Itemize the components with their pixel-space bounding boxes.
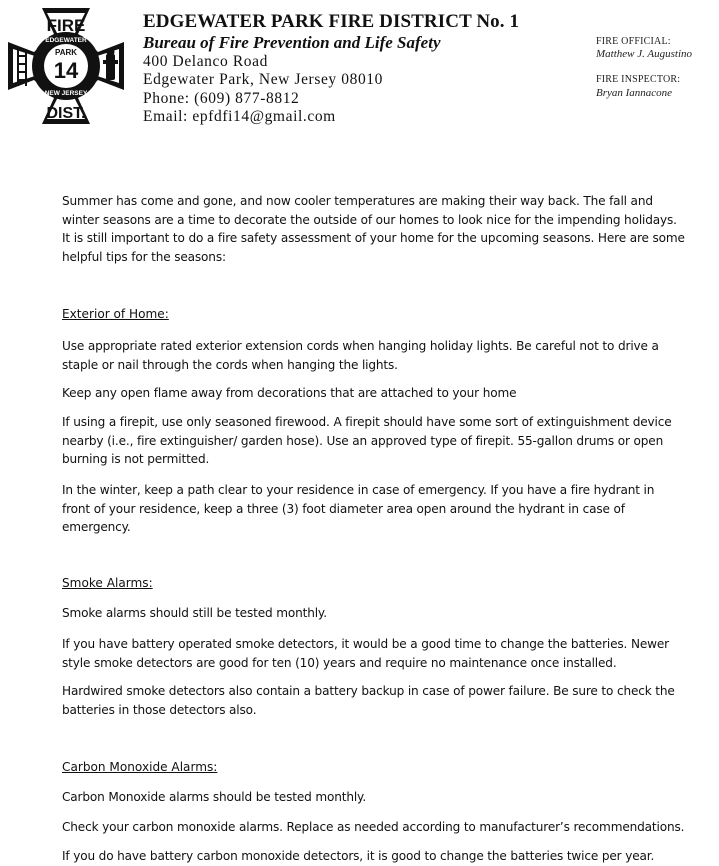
fire-inspector-label: FIRE INSPECTOR: [596, 74, 681, 85]
fire-district-logo [4, 4, 128, 128]
phone-line: Phone: (609) 877-8812 [143, 90, 300, 107]
text-line: burning is not permitted. [62, 452, 210, 466]
logo-fire-text: FIRE [46, 16, 86, 35]
exterior-paragraph-3 [62, 413, 712, 469]
text-line: Use appropriate rated exterior extension cords when hanging holiday lights. Be careful not to drive a [62, 339, 659, 353]
logo-park-text: PARK [54, 48, 78, 57]
text-line: If using a firepit, use only seasoned firewood. A firepit should have some sort of extinguishment device [62, 415, 672, 429]
smoke-paragraph-3 [62, 682, 712, 719]
logo-number-text: 14 [53, 58, 79, 83]
text-line: In the winter, keep a path clear to your residence in case of emergency. If you have a fire hydrant in [62, 483, 655, 497]
logo-dist-text: DIST. [46, 105, 86, 122]
exterior-paragraph-2 [62, 384, 712, 403]
text-line: nearby (i.e., fire extinguisher/ garden hose). Use an approved type of firepit. 55-gallon drums or open [62, 433, 664, 448]
exterior-paragraph-1 [62, 337, 712, 374]
letterhead-title: EDGEWATER PARK FIRE DISTRICT No. 1 [143, 11, 520, 32]
smoke-paragraph-2 [62, 635, 712, 672]
text-line: emergency. [62, 520, 131, 534]
co-alarms-heading: Carbon Monoxide Alarms: [62, 760, 218, 774]
text-line: Smoke alarms should still be tested monthly. [62, 606, 327, 620]
fire-inspector-name: Bryan Iannacone [596, 87, 673, 99]
fire-official-label: FIRE OFFICIAL: [596, 36, 671, 47]
address-line-1: 400 Delanco Road [143, 53, 268, 70]
logo-ring-top-text: EDGEWATER [45, 37, 87, 44]
text-line: It is still important to do a fire safety assessment of your home for the upcoming seasons. Here are some [62, 231, 685, 245]
co-paragraph-1 [62, 788, 712, 807]
text-line: Keep any open flame away from decorations that are attached to your home [62, 386, 517, 400]
text-line: staple or nail through the cords when hanging the lights. [62, 357, 398, 372]
text-line: Carbon Monoxide alarms should be tested monthly. [62, 790, 367, 804]
text-line: style smoke detectors are good for ten (10) years and require no maintenance once installed. [62, 655, 617, 670]
smoke-paragraph-1 [62, 604, 712, 623]
exterior-heading: Exterior of Home: [62, 307, 169, 321]
co-paragraph-2 [62, 818, 712, 837]
text-line: If you do have battery carbon monoxide detectors, it is good to change the batteries twice per year. [62, 849, 655, 863]
text-line: helpful tips for the seasons: [62, 249, 226, 264]
text-line: If you have battery operated smoke detectors, it would be a good time to change the batteries. Newer [62, 637, 669, 651]
text-line: batteries in those detectors also. [62, 702, 257, 717]
smoke-alarms-heading: Smoke Alarms: [62, 576, 153, 590]
email-line: Email: epfdfi14@gmail.com [143, 108, 336, 125]
intro-paragraph [62, 192, 712, 266]
fire-official-name: Matthew J. Augustino [596, 48, 693, 60]
text-line: Hardwired smoke detectors also contain a battery backup in case of power failure. Be sure to check the [62, 684, 675, 698]
address-line-2: Edgewater Park, New Jersey 08010 [143, 71, 384, 88]
logo-ring-bottom-text: NEW JERSEY [44, 90, 88, 97]
exterior-paragraph-4 [62, 481, 712, 537]
text-line: Summer has come and gone, and now cooler temperatures are making their way back. The fall and [62, 194, 653, 208]
text-line: winter seasons are a time to decorate the outside of our homes to look nice for the impending holidays. [62, 212, 677, 227]
letterhead-subtitle: Bureau of Fire Prevention and Life Safety [143, 33, 441, 52]
text-line: Check your carbon monoxide alarms. Replace as needed according to manufacturer’s recommendations. [62, 820, 685, 834]
text-line: front of your residence, keep a three (3) foot diameter area open around the hydrant in case of [62, 501, 625, 516]
co-paragraph-3 [62, 847, 712, 866]
